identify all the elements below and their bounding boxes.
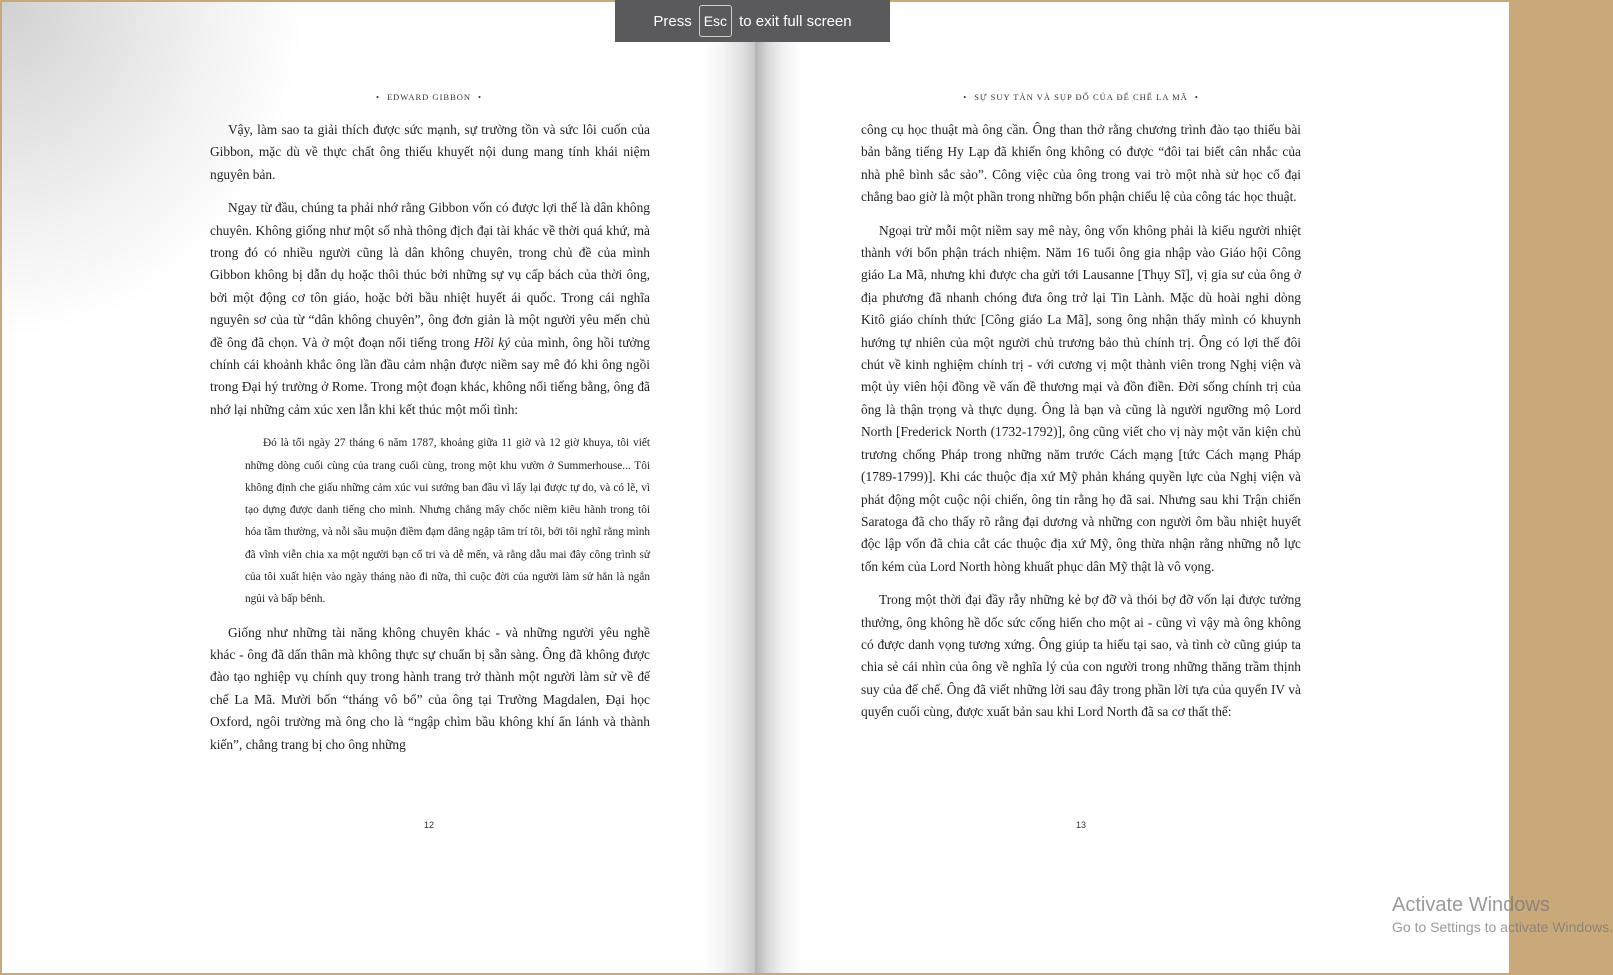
left-running-head: • EDWARD GIBBON • [375, 92, 483, 102]
left-page-number: 12 [423, 820, 434, 830]
right-page-number: 13 [1075, 820, 1086, 830]
right-page[interactable] [755, 2, 1509, 973]
paragraph: Vậy, làm sao ta giải thích được sức mạnh, sự trường tồn và sức lôi cuốn của Gibbon, mặc dù về thực chất ông thiếu khuyết nội dung mang tính khái niệm nguyên bản. [210, 122, 650, 182]
paragraph: Giống như những tài năng không chuyên khác - và những người yêu nghề khác - ông đã dấn thân mà không thực sự chuẩn bị sẵn sàng. Ông đã không được đào tạo nghiệp vụ chính quy trong hành trang trở thành một người làm sử về đế chế La Mã. Mười bốn “tháng vô bổ” của ông tại Trường Magdalen, Đại học Oxford, ngôi trường mà ông cho là “ngập chìm bầu không khí ẩn lánh và thành kiến”, chẳng trang bị cho ông những [210, 624, 650, 752]
left-running-head-title: EDWARD GIBBON [386, 92, 472, 102]
paragraph: Ngay từ đầu, chúng ta phải nhớ rằng Gibbon vốn có được lợi thế là dân không chuyên. Không giống như một số nhà thông địch đại tài khác về thời quá khứ, mà trong đó có nhiều người cũng là dân không chuyên, trong chủ đề của mình Gibbon không bị dẫn dụ hoặc thôi thúc bởi những sự vụ cấp bách của thời ông, bởi một động cơ tôn giáo, hoặc bởi bầu nhiệt huyết ái quốc. Trong cái nghĩa nguyên sơ của từ “dân không chuyên”, ông đơn giản là một người yêu mến chủ đề ông đã chọn. Và ở một đoạn nổi tiếng trong Hồi ký của mình, ông hồi tưởng chính cái khoảnh khắc ông lần đầu cảm nhận được niềm say mê đó khi ông ngồi trong Đại hý trường ở Rome. Trong một đoạn khác, không nổi tiếng bằng, ông đã nhớ lại những cảm xúc xen lẫn khi kết thúc một mối tình: [210, 200, 650, 417]
fullscreen-exit-notice [615, 0, 890, 42]
paragraph: công cụ học thuật mà ông cần. Ông than thở rằng chương trình đào tạo thiếu bài bản bằng tiếng Hy Lạp đã khiến ông không có được “đôi tai biết cân nhắc của nhà phê bình sắc sảo”. Công việc của ông trong vai trò một nhà sử học cổ đại chẳng bao giờ là một phần trong những bổn phận chiếu lệ của công tác học thuật. [861, 122, 1301, 205]
activate-windows-watermark [1392, 893, 1613, 937]
watermark-title: Activate Windows [1392, 894, 1550, 916]
right-running-head: • SỰ SUY TÀN VÀ SỤP ĐỔ CỦA ĐẾ CHẾ LA MÃ • [963, 92, 1199, 102]
paragraph: Ngoại trừ mỗi một niềm say mê này, ông vốn không phải là kiểu người nhiệt thành với bổn phận trách nhiệm. Năm 16 tuổi ông gia nhập vào Giáo hội Công giáo La Mã, nhưng khi được cha gửi tới Lausanne [Thụy Sĩ], vị gia sư của ông ở địa phương đã nhanh chóng đưa ông trở lại Tin Lành. Mặc dù hoài nghi dòng Kitô giáo chính thức [Công giáo La Mã], song ông nhận thấy mình có khuynh hướng tự nhiên của một người chủ trương bảo thủ chính trị. Ông có lợi thế đôi chút về kinh nghiệm chính trị - với cương vị một thành viên trong Nghị viện và một ủy viên hội đồng về vấn đề thương mại và đồn điền. Đời sống chính trị của ông là thận trọng và thực dụng. Ông là bạn và cũng là người ngưỡng mộ Lord North [Frederick North (1732-1792)], ông cũng viết cho vị này một văn kiện chủ trương chống Pháp trong những năm trước Cách mạng [tức Cách mạng Pháp (1789-1799)]. Khi các thuộc địa xứ Mỹ phản kháng quyền lực của Nghị viện và phát động một cuộc nội chiến, ông tin rằng họ đã sai. Nhưng sau khi Trận chiến Saratoga đã cho thấy rõ rằng đại dương và những con người ôm bầu nhiệt huyết độc lập vốn đã chia cắt các thuộc địa xứ Mỹ, ông thừa nhận rằng những nỗ lực tốn kém của Lord North hòng khuất phục dân Mỹ thật là vô vọng. [861, 222, 1301, 574]
block-quote: Đó là tối ngày 27 tháng 6 năm 1787, khoảng giữa 11 giờ và 12 giờ khuya, tôi viết những dòng cuối cùng của trang cuối cùng, trong một khu vườn ở Summerhouse... Tôi không định che giấu những cảm xúc vui sướng ban đầu vì lấy lại được tự do, và có lẽ, vì tạo dựng được danh tiếng cho mình. Nhưng chẳng mấy chốc niềm kiêu hãnh trong tôi hóa tầm thường, và nỗi sầu muộn điềm đạm dâng ngập tâm trí tôi, bởi tôi nghĩ rằng mình đã vĩnh viễn chia xa một người bạn cố tri và dễ mến, và rằng dẫu mai đây công trình sử của tôi xuất hiện vào ngày tháng nào đi nữa, thì cuộc đời của người làm sử hẳn là ngắn ngủi và bấp bênh. [245, 437, 650, 606]
memoir-title: Hồi ký [473, 334, 511, 350]
paragraph: Trong một thời đại đầy rẫy những kẻ bợ đỡ và thói bợ đỡ vốn lại được tưởng thưởng, ông không hề dốc sức cống hiến cho một ai - cũng vì vậy mà ông không có được danh vọng tương xứng. Ông giúp ta hiểu tại sao, và tình cờ cũng giúp ta chia sẻ cái nhìn của ông về nghĩa lý của con người trong những thăng trầm thịnh suy của đế chế. Ông đã viết những lời sau đây trong phần lời tựa của quyển IV và quyển cuối cùng, được xuất bản sau khi Lord North đã sa cơ thất thế: [861, 592, 1301, 720]
right-page-text [861, 119, 1301, 735]
notice-suffix: to exit full screen [739, 12, 852, 30]
book-spread [2, 2, 1509, 973]
watermark-subtitle: Go to Settings to activate Windows. [1392, 919, 1613, 935]
left-page-text [210, 119, 650, 767]
right-running-head-title: SỰ SUY TÀN VÀ SỤP ĐỔ CỦA ĐẾ CHẾ LA MÃ [974, 92, 1188, 102]
esc-key-badge: Esc [699, 5, 732, 37]
left-page[interactable] [2, 2, 755, 973]
notice-prefix: Press [653, 12, 692, 30]
